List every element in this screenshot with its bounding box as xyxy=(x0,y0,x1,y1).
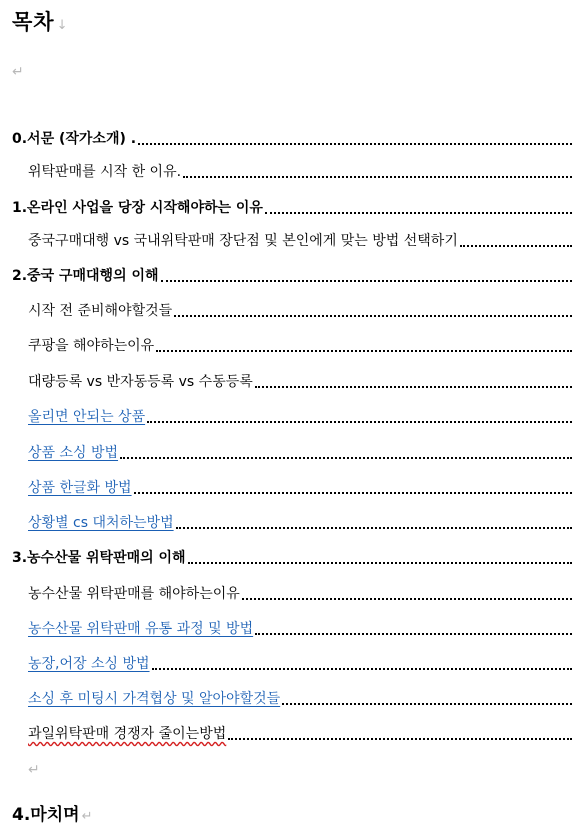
toc-entry-text: 상황별 cs 대처하는방법 xyxy=(28,515,174,531)
toc-entry[interactable] xyxy=(0,161,572,183)
dot-leader xyxy=(460,245,572,247)
dot-leader xyxy=(255,386,572,388)
toc-entry-text: 올리면 안되는 상품 xyxy=(28,409,146,425)
toc-entry[interactable] xyxy=(0,300,572,322)
dot-leader xyxy=(147,421,572,423)
dot-leader xyxy=(282,703,572,705)
toc-entry-link[interactable] xyxy=(0,653,572,675)
toc-entry[interactable] xyxy=(0,230,572,252)
toc-entry[interactable] xyxy=(0,265,572,287)
pilcrow-mark: ↓ xyxy=(56,18,69,33)
toc-entry-text: 쿠팡을 해야하는이유 xyxy=(28,338,155,354)
toc-entry[interactable] xyxy=(0,583,572,605)
dot-leader xyxy=(152,668,572,670)
dot-leader xyxy=(120,457,572,459)
dot-leader xyxy=(176,527,572,529)
paragraph-mark: ↵ xyxy=(12,64,24,80)
toc-entry[interactable] xyxy=(0,197,572,219)
toc-entry-text: 1.온라인 사업을 당장 시작해야하는 이유 xyxy=(12,200,263,216)
dot-leader xyxy=(156,350,572,352)
toc-entry-text: 0.서문 (작가소개) . xyxy=(12,131,137,147)
toc-entry-text: 중국구매대행 vs 국내위탁판매 장단점 및 본인에게 맞는 방법 선택하기 xyxy=(28,233,458,249)
toc-title xyxy=(12,6,68,36)
toc-entry[interactable] xyxy=(0,128,572,150)
toc-entry-text: 농수산물 위탁판매 유통 과정 및 방법 xyxy=(28,621,254,637)
paragraph-mark: ↵ xyxy=(81,809,93,824)
dot-leader xyxy=(228,738,572,740)
toc-entry-text: 소싱 후 미팅시 가격협상 및 알아야할것들 xyxy=(28,691,281,707)
dot-leader xyxy=(188,562,572,564)
toc-title-text: 목차 xyxy=(12,10,55,34)
toc-entry-link[interactable] xyxy=(0,406,572,428)
dot-leader xyxy=(255,633,572,635)
toc-entry-text: 과일위탁판매 경쟁자 줄이는방법 xyxy=(28,726,227,742)
toc-entry-text: 농장,어장 소싱 방법 xyxy=(28,656,150,672)
toc-entry-text: 대량등록 vs 반자동등록 vs 수동등록 xyxy=(28,374,253,390)
closing-heading xyxy=(12,800,92,825)
toc-entry-text: 상품 한글화 방법 xyxy=(28,480,132,496)
toc-entry-link[interactable] xyxy=(0,688,572,710)
toc-entry[interactable] xyxy=(0,371,572,393)
dot-leader xyxy=(174,315,572,317)
dot-leader xyxy=(134,492,572,494)
toc-entry-link[interactable] xyxy=(0,477,572,499)
toc-entry-link[interactable] xyxy=(0,512,572,534)
toc-entry[interactable] xyxy=(0,723,572,745)
toc-entry-text: 농수산물 위탁판매를 해야하는이유 xyxy=(28,586,240,602)
toc-entry-text: 2.중국 구매대행의 이해 xyxy=(12,268,159,284)
toc-entry[interactable] xyxy=(0,335,572,357)
closing-heading-text: 4.마치며 xyxy=(12,805,80,825)
dot-leader xyxy=(242,598,572,600)
toc-entry-text: 시작 전 준비해야할것들 xyxy=(28,303,173,319)
toc-entry-text: 3.농수산물 위탁판매의 이해 xyxy=(12,550,186,566)
dot-leader xyxy=(138,143,572,145)
dot-leader xyxy=(265,212,572,214)
toc-entry-text: 상품 소싱 방법 xyxy=(28,445,119,461)
toc-entry[interactable] xyxy=(0,547,572,569)
toc-entry-link[interactable] xyxy=(0,618,572,640)
dot-leader xyxy=(161,280,572,282)
paragraph-mark: ↵ xyxy=(28,762,40,778)
toc-entry-text: 위탁판매를 시작 한 이유. xyxy=(28,164,182,180)
dot-leader xyxy=(183,176,572,178)
toc-entry-link[interactable] xyxy=(0,442,572,464)
